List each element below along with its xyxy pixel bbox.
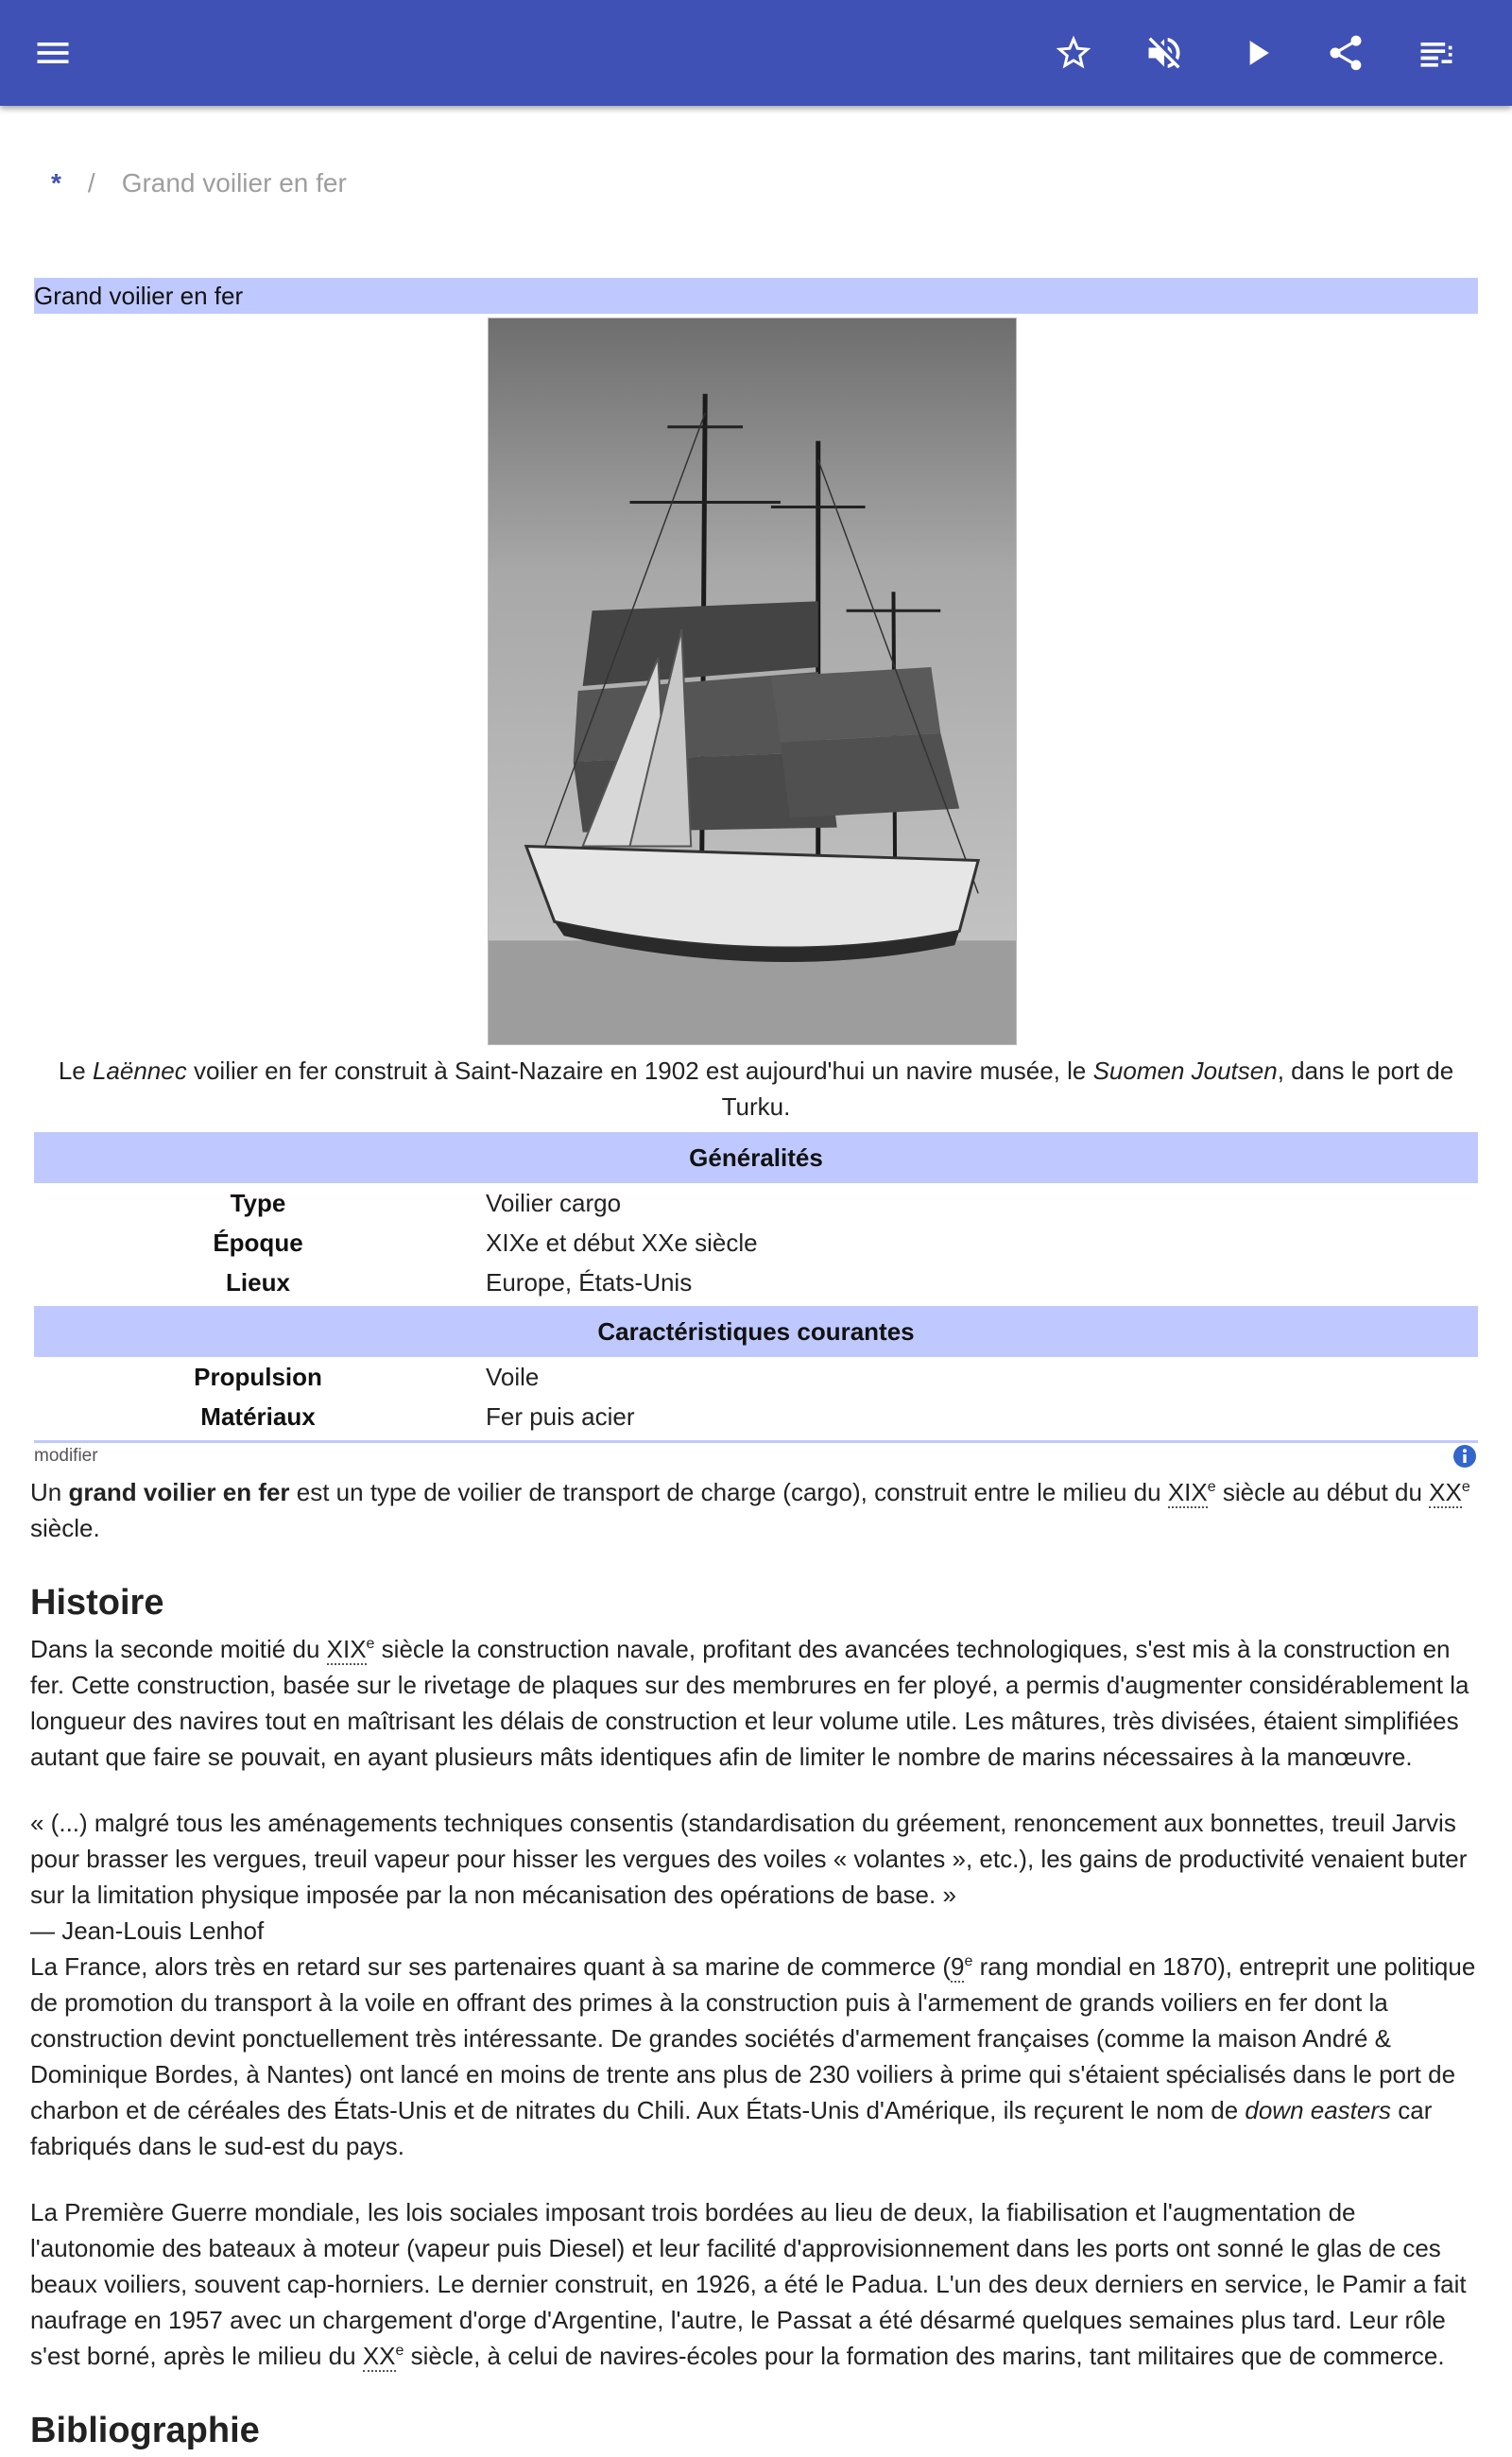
infobox-row [34,1263,1478,1302]
text: est un type de voilier de transport de charge (cargo), construit entre le milieu du [289,1478,1168,1506]
text: siècle la construction navale, profitant des avancées technologiques, s'est mis à la construction en fer. Cette construction, basée sur le rivetage de plaques sur des membrures en fer ployé, a permis d'augmenter considérablement la longueur des navires tout en maîtrisant les délais de construction et leur volume utile. Les mâtures, très divisées, étaient simplifiées autant que faire se pouvait, en ayant plusieurs mâts identiques afin de limiter le nombre de marins nécessaires à la manœuvre. [30,1635,1469,1771]
superscript: e [964,1953,973,1969]
text: La France, alors très en retard sur ses partenaires quant à sa marine de commerce ( [30,1952,951,1981]
text: siècle au début du [1215,1478,1430,1506]
text: siècle. [30,1514,100,1542]
infobox-title: Grand voilier en fer [34,278,1478,314]
infobox-row [34,1223,1478,1263]
infobox-value: XIXe et début XXe siècle [486,1228,758,1257]
playlist-icon[interactable] [1410,26,1463,79]
infobox-value: Voilier cargo [486,1189,622,1217]
century-abbr[interactable]: XX [1429,1478,1462,1506]
century-abbr[interactable]: XIX [1167,1478,1208,1506]
star-outline-icon[interactable] [1047,26,1100,79]
superscript: e [395,2343,404,2359]
infobox-section-caracteristiques: Caractéristiques courantes [34,1306,1478,1357]
infobox-section-generalites: Généralités [34,1132,1478,1183]
caption-museum-name: Suomen Joutsen [1092,1057,1278,1085]
menu-icon[interactable] [26,26,79,79]
infobox-label: Époque [213,1228,303,1257]
share-icon[interactable] [1319,26,1372,79]
caption-text: voilier en fer construit à Saint-Nazaire en 1902 est aujourd'hui un navire musée, le [186,1057,1093,1085]
history-paragraph [30,2194,1486,2374]
breadcrumb-current: Grand voilier en fer [121,168,347,198]
superscript: e [1461,1479,1470,1495]
quote-author: — Jean-Louis Lenhof [30,1916,265,1945]
infobox-row [34,1357,1478,1397]
century-abbr[interactable]: XX [362,2342,396,2370]
text: La Première Guerre mondiale, les lois sociales imposant trois bordées au lieu de deux, la fiabilisation et l'augmentation de l'autonomie des bateaux à moteur (vapeur puis Diesel) et leur facilité d'approvisionnement dans les ports ont sonné le glas de ces beaux voiliers, souvent cap-horniers. Le dernier construit, en 1926, a été le Padua. L'un des deux derniers en service, le Pamir a fait naufrage en 1957 avec un chargement d'orge d'Argentine, l'autre, le Passat a été désarmé quelques semaines plus tard. Leur rôle s'est borné, après le milieu du [30,2198,1467,2370]
infobox-value: Europe, États-Unis [486,1268,693,1297]
infobox-row [34,1183,1478,1223]
blockquote: « (...) malgré tous les aménagements techniques consentis (standardisation du gréement, renoncement aux bonnettes, treuil Jarvis pour brasser les vergues, treuil vapeur pour hisser les vergues des voiles « volantes », etc.), les gains de productivité venaient buter sur la limitation physique imposée par la non mécanisation des opérations de base. » [30,1809,1468,1909]
infobox-value: Voile [486,1363,540,1391]
caption-text: , dans le port de Turku. [721,1057,1454,1121]
caption-text: Le [58,1057,93,1085]
infobox-bottom-rule [34,1440,1478,1443]
info-icon[interactable] [1452,1444,1477,1469]
text: rang mondial en 1870), entreprit une politique de promotion du transport à la voile en offrant des primes à la construction puis à l'armement de grands voiliers en fer dont la construction devint ponctuellement très intéressante. De grandes sociétés d'armement françaises (comme la maison André & Dominique Bordes, à Nantes) ont lancé en moins de trente ans plus de 230 voiliers à prime qui s'étaient spécialisés dans le port de charbon et de céréales des États-Unis et de nitrates du Chili. Aux États-Unis d'Amérique, ils reçurent le nom de [30,1952,1476,2124]
text: car fabriqués dans le sud-est du pays. [30,2096,1433,2160]
intro-paragraph [30,1474,1486,1546]
caption-ship-name: Laënnec [92,1057,187,1085]
superscript: e [366,1636,375,1652]
century-abbr[interactable]: XIX [326,1635,367,1663]
breadcrumb [51,168,347,198]
text: Un [30,1478,69,1506]
app-bar [0,0,1512,106]
infobox-label: Matériaux [200,1402,316,1431]
superscript: e [1207,1479,1216,1495]
text: siècle, à celui de navires-écoles pour la formation des marins, tant militaires que de commerce. [404,2342,1445,2370]
section-heading-histoire: Histoire [30,1583,164,1623]
ship-photo[interactable] [488,318,1017,1045]
infobox-value: Fer puis acier [486,1402,635,1431]
history-paragraph [30,1631,1486,1775]
breadcrumb-home-link[interactable]: * [51,168,61,198]
image-caption [34,1053,1478,1125]
volume-off-icon[interactable] [1138,26,1191,79]
section-heading-bibliographie: Bibliographie [30,2411,260,2450]
infobox-label: Type [230,1189,286,1217]
history-paragraph [30,1949,1486,2164]
article-body [30,1474,1486,2457]
infobox-row [34,1397,1478,1436]
infobox-label: Lieux [226,1268,290,1297]
infobox-label: Propulsion [194,1363,322,1391]
rank-abbr[interactable]: 9 [951,1952,965,1981]
term-bold: grand voilier en fer [68,1478,290,1506]
modifier-link[interactable]: modifier [34,1446,98,1466]
play-icon[interactable] [1230,26,1283,79]
text: Dans la seconde moitié du [30,1635,327,1663]
breadcrumb-separator: / [87,168,95,198]
italic-term: down easters [1245,2096,1392,2124]
